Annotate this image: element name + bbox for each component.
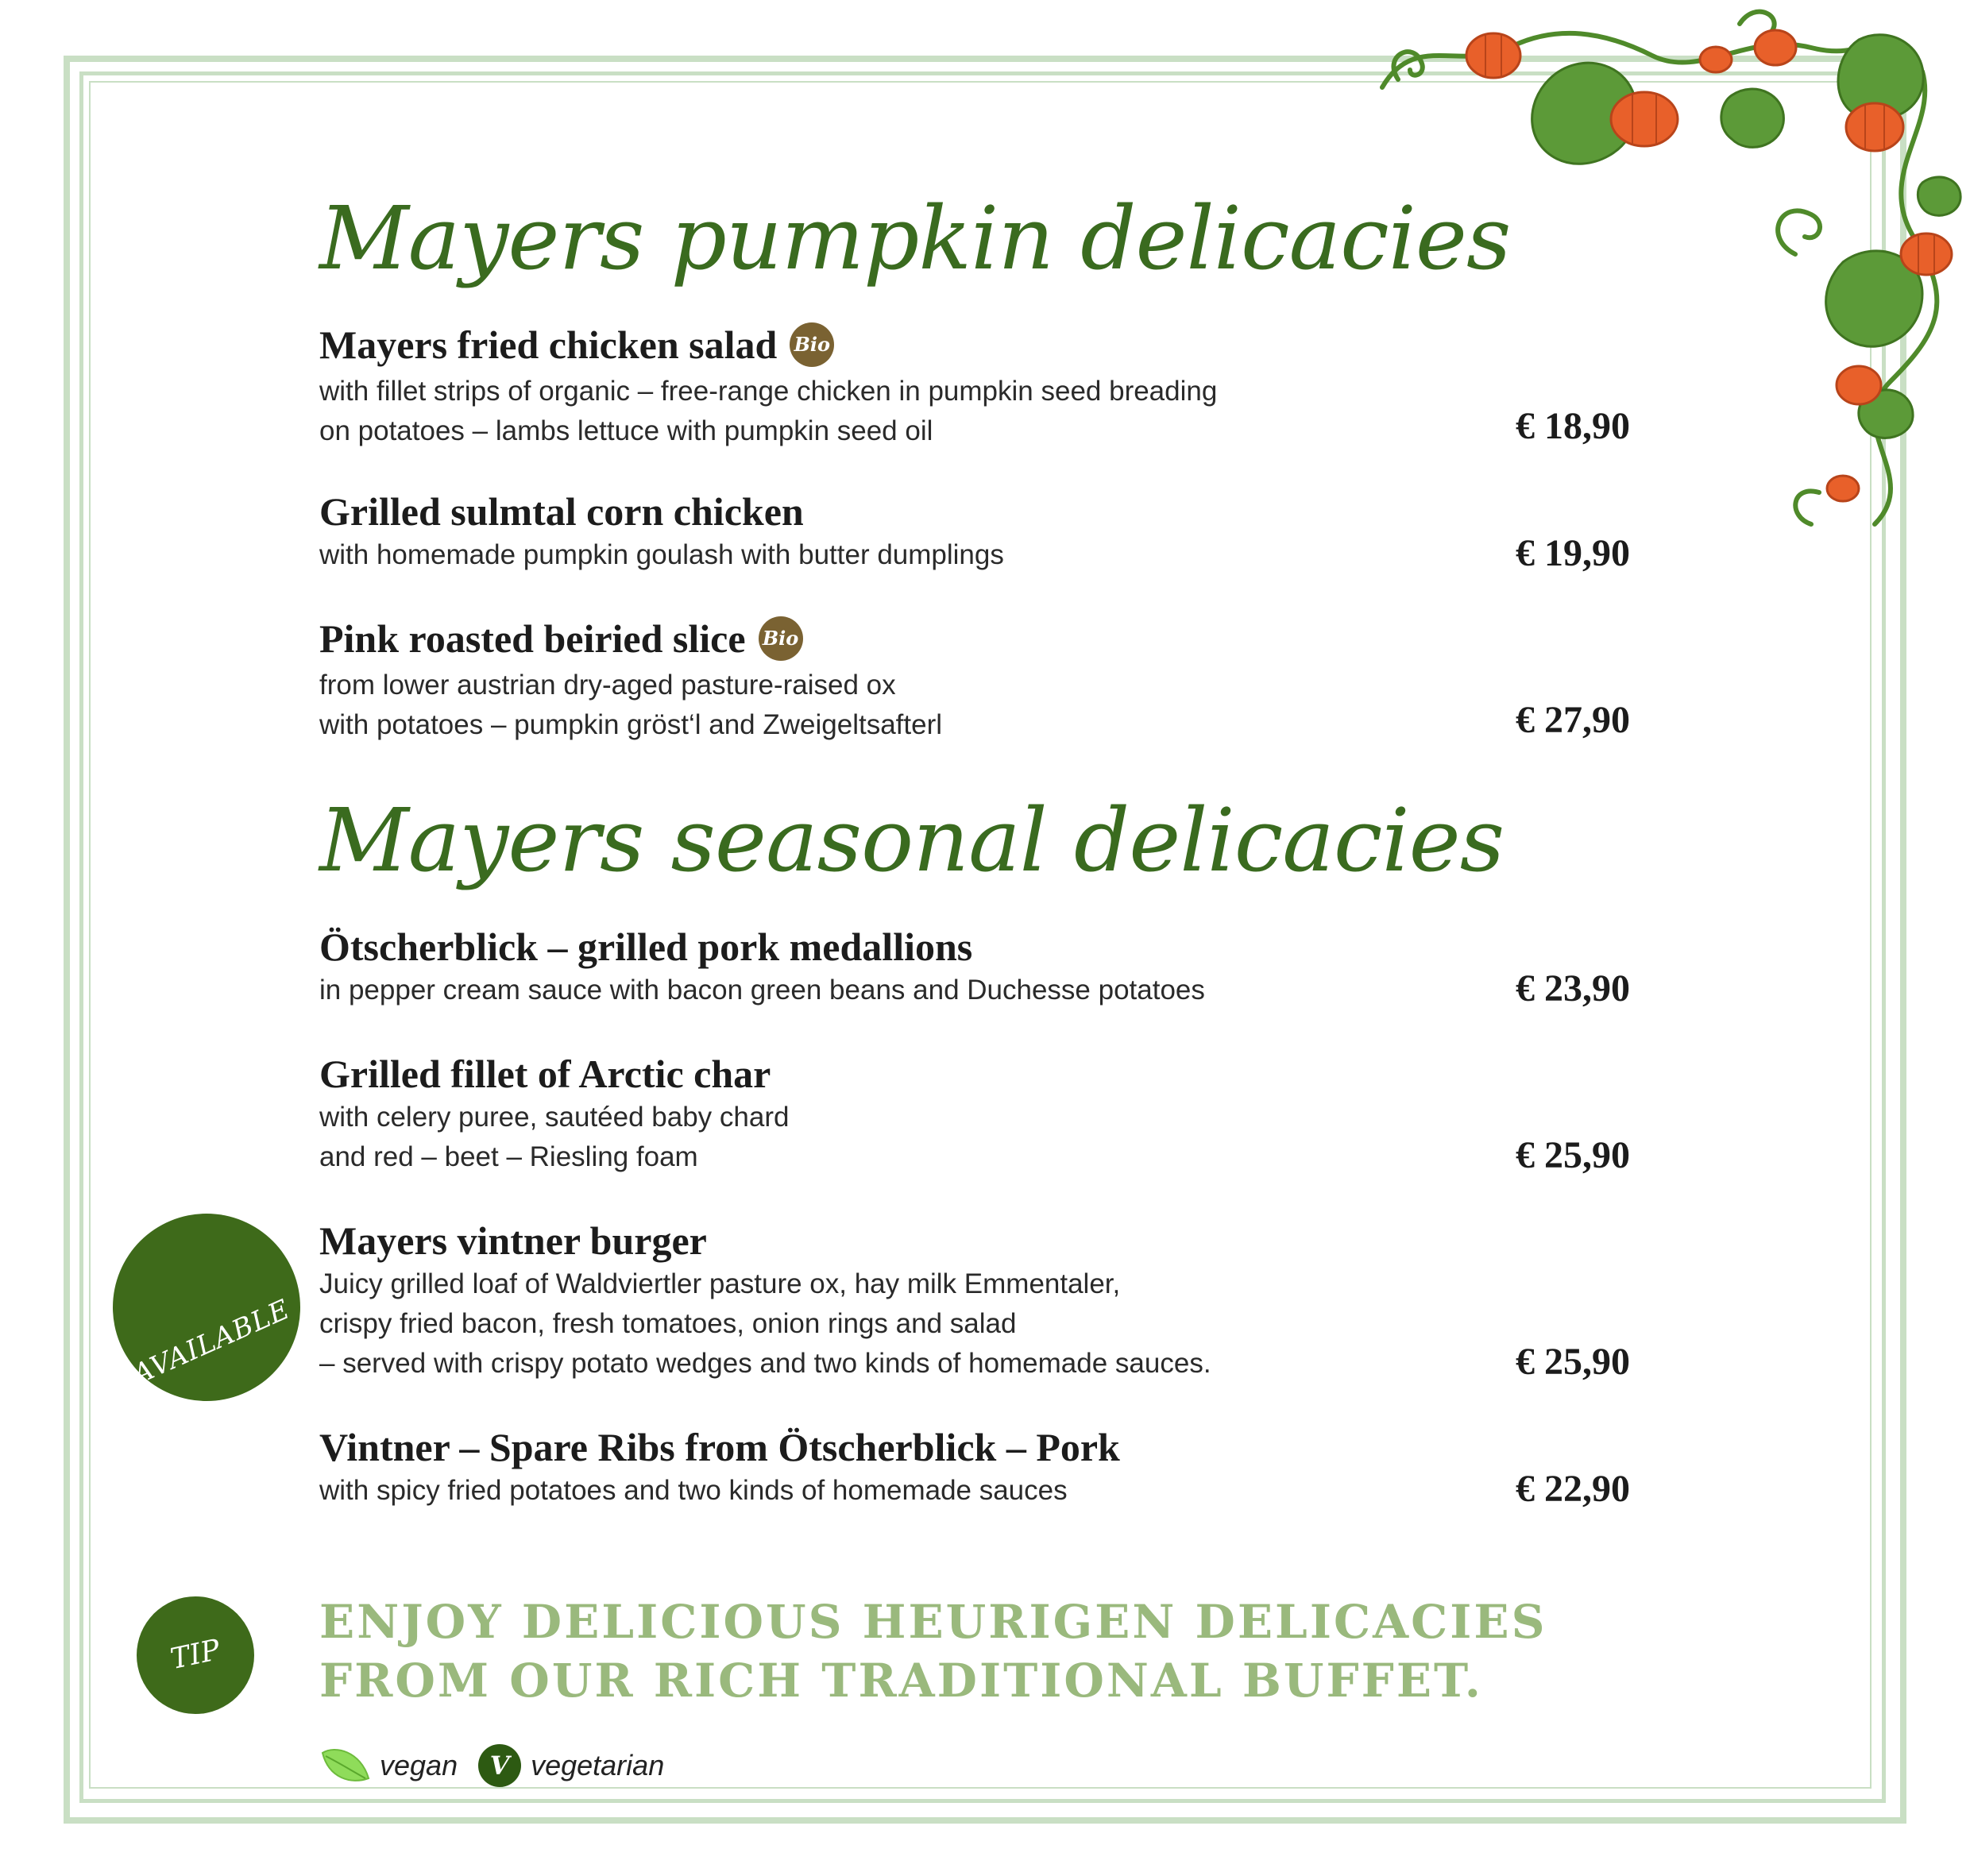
dish-name: Ötscherblick – grilled pork medallions: [319, 924, 973, 969]
available-again-badge: [113, 1214, 300, 1496]
dish-price: € 18,90: [1516, 405, 1630, 447]
dish-price: € 27,90: [1516, 699, 1630, 741]
legend-vegetarian-label: vegetarian: [531, 1749, 665, 1781]
dish-name: Pink roasted beiried slice Bio: [319, 615, 1630, 666]
dish-item: [319, 488, 1630, 575]
tip-line: ENJOY DELICIOUS HEURIGEN DELICACIES: [319, 1595, 1547, 1649]
dish-name: Grilled fillet of Arctic char: [319, 1052, 771, 1096]
badge-text: AGAIN: [184, 1425, 288, 1496]
dish-name: Vintner – Spare Ribs from Ötscherblick – Pork: [319, 1425, 1120, 1469]
dish-description: with fillet strips of organic – free-range chicken in pumpkin seed breading: [319, 375, 1218, 407]
legend: [319, 1744, 664, 1787]
pumpkin-icon: [1466, 33, 1520, 78]
dish-name: Grilled sulmtal corn chicken: [319, 489, 804, 534]
bio-badge-icon: Bio: [759, 616, 803, 661]
leaf-icon: [1721, 89, 1784, 147]
dish-price: € 25,90: [1516, 1134, 1630, 1176]
leaf-icon: [1918, 177, 1960, 215]
dish-description: and red – beet – Riesling foam: [319, 1141, 698, 1172]
legend-vegan-label: vegan: [380, 1749, 458, 1781]
pumpkin-icon: [1755, 30, 1796, 65]
section-title-seasonal: Mayers seasonal delicacies: [319, 789, 1505, 891]
dish-item: [319, 923, 1630, 1010]
dish-item: [319, 1050, 1630, 1177]
pumpkin-icon: [1901, 234, 1952, 275]
dish-description: – served with crispy potato wedges and two kinds of homemade sauces.: [319, 1348, 1211, 1379]
dish-name: Mayers fried chicken salad Bio: [319, 321, 1630, 372]
vegetarian-icon: V: [478, 1744, 521, 1787]
dish-description: with celery puree, sautéed baby chard: [319, 1102, 790, 1133]
dish-description: with potatoes – pumpkin gröst‘l and Zweigeltsafterl: [319, 708, 943, 740]
dish-price: € 19,90: [1516, 532, 1630, 574]
dish-description: Juicy grilled loaf of Waldviertler pasture ox, hay milk Emmentaler,: [319, 1268, 1121, 1299]
dish-description: from lower austrian dry-aged pasture-raised ox: [319, 669, 896, 701]
dish-item: [319, 1217, 1630, 1384]
pumpkin-icon: [1611, 92, 1678, 146]
pumpkin-icon: [1827, 476, 1859, 501]
dish-item: [319, 615, 1630, 742]
tip-line: FROM OUR RICH TRADITIONAL BUFFET.: [319, 1654, 1483, 1708]
dish-item: [319, 321, 1630, 448]
pumpkin-icon: [1846, 103, 1903, 151]
bio-badge-icon: Bio: [790, 322, 834, 367]
dish-item: [319, 1423, 1630, 1511]
badge-text: AVAILABLE: [128, 1293, 296, 1392]
section-title-pumpkin: Mayers pumpkin delicacies: [319, 187, 1511, 289]
dish-description: on potatoes – lambs lettuce with pumpkin seed oil: [319, 415, 933, 446]
dish-price: € 25,90: [1516, 1341, 1630, 1383]
tip-text: [319, 1592, 1547, 1710]
badge-text: TIP: [168, 1633, 223, 1677]
dish-description: with spicy fried potatoes and two kinds of homemade sauces: [319, 1475, 1068, 1506]
dish-description: in pepper cream sauce with bacon green beans and Duchesse potatoes: [319, 975, 1205, 1006]
dish-price: € 22,90: [1516, 1468, 1630, 1510]
tip-badge: [137, 1596, 254, 1714]
dish-description: crispy fried bacon, fresh tomatoes, onion rings and salad: [319, 1308, 1017, 1339]
pumpkin-icon: [1700, 47, 1732, 72]
pumpkin-icon: [1837, 366, 1881, 404]
dish-description: with homemade pumpkin goulash with butter dumplings: [319, 539, 1004, 570]
dish-name: Mayers vintner burger: [319, 1218, 707, 1263]
dish-price: € 23,90: [1516, 967, 1630, 1009]
vegan-leaf-icon: [319, 1747, 372, 1785]
